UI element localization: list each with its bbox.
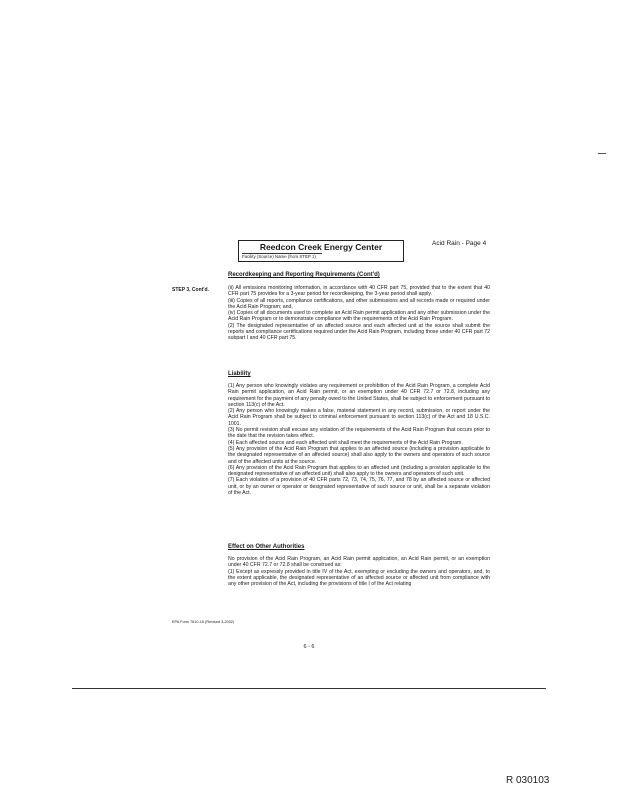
effect-paragraph: No provision of the Acid Rain Program, an Acid Rain permit application, an Acid Rain permit, or an exemption under 40 CFR 72.7 or 72.8 shall be construed as: [228, 556, 490, 569]
facility-name: Reedcon Creek Energy Center [259, 242, 383, 252]
effect-text [228, 556, 490, 587]
step-label: STEP 3, Cont'd. [172, 287, 209, 293]
liability-text [228, 383, 490, 496]
recordkeeping-section-title: Recordkeeping and Reporting Requirements (Cont'd) [228, 272, 380, 278]
facility-header-box [238, 240, 404, 262]
liability-paragraph: (1) Any person who knowingly violates any requirement or prohibition of the Acid Rain Program, a complete Acid Rain permit application, an Acid Rain permit, or an exemption under 40 CFR 72.7 or 72.8, including any requirement for the payment of any penalty owed to the United States, shall be subject to enforcement pursuant to section 113(c) of the Act. [228, 383, 490, 408]
margin-tick-mark [598, 153, 606, 154]
effect-paragraph: (1) Except as expressly provided in title IV of the Act, exempting or excluding the owners and operators, and, to the extent applicable, the designated representative of an affected source or affected unit from compliance with any other provision of the Act, including the provisions of title I of the Act relating [228, 568, 490, 588]
form-number: EPA Form 7610-16 (Revised 3-2002) [172, 620, 235, 624]
page-label: Acid Rain - Page 4 [432, 240, 487, 247]
liability-section-title: Liability [228, 371, 251, 377]
liability-paragraph: (4) Each affected source and each affected unit shall meet the requirements of the Acid Rain Program. [228, 439, 463, 446]
recordkeeping-paragraph: (iv) Copies of all documents used to complete an Acid Rain permit application and any other submission under the Acid Rain Program or to demonstrate compliance with the requirements of the Acid Rain Program. [228, 310, 490, 323]
recordkeeping-text [228, 285, 490, 342]
liability-paragraph: (7) Each violation of a provision of 40 CFR parts 72, 73, 74, 75, 76, 77, and 78 by an affected source or affected unit, or by an owner or operator or designated representative of such source or unit, shall be a separate violation of the Act. [228, 477, 490, 497]
effect-section-title: Effect on Other Authorities [228, 544, 305, 550]
recordkeeping-paragraph: (2) The designated representative of an affected source and each affected unit at the source shall submit the reports and compliance certifications required under the Acid Rain Program, including those under 40 CFR part 72 subpart I and 40 CFR part 75. [228, 322, 490, 342]
facility-caption: Facility (Source) Name (from STEP 1) [242, 253, 322, 260]
liability-paragraph: (6) Any provision of the Acid Rain Program that applies to an affected unit (including a provision applicable to the designated representative of an affected unit) shall also apply to the owners and operators of such unit. [228, 464, 490, 478]
recordkeeping-paragraph: (ii) All emissions monitoring information, in accordance with 40 CFR part 75, provided that to the extent that 40 CFR part 75 provides for a 3-year period for recordkeeping, the 3-year period shall apply. [228, 285, 490, 298]
recordkeeping-paragraph: (iii) Copies of all reports, compliance certifications, and other submissions and all records made or required under the Acid Rain Program; and, [228, 297, 490, 310]
page-number: 6 - 6 [303, 644, 315, 650]
bates-number: R 030103 [506, 775, 550, 786]
liability-paragraph: (3) No permit revision shall excuse any violation of the requirements of the Acid Rain Program that occurs prior to the date that the revision takes effect. [228, 427, 490, 440]
liability-paragraph: (2) Any person who knowingly makes a false, material statement in any record, submission, or report under the Acid Rain Program shall be subject to criminal enforcement pursuant to section 113(c) of the Act and 18 U.S.C. 1001. [228, 408, 490, 427]
horizontal-rule [72, 688, 546, 689]
liability-paragraph: (5) Any provision of the Acid Rain Program that applies to an affected source (including a provision applicable to the designated representative of an affected source) shall also apply to the owners and operators of such source and of the affected units at the source. [228, 445, 490, 465]
